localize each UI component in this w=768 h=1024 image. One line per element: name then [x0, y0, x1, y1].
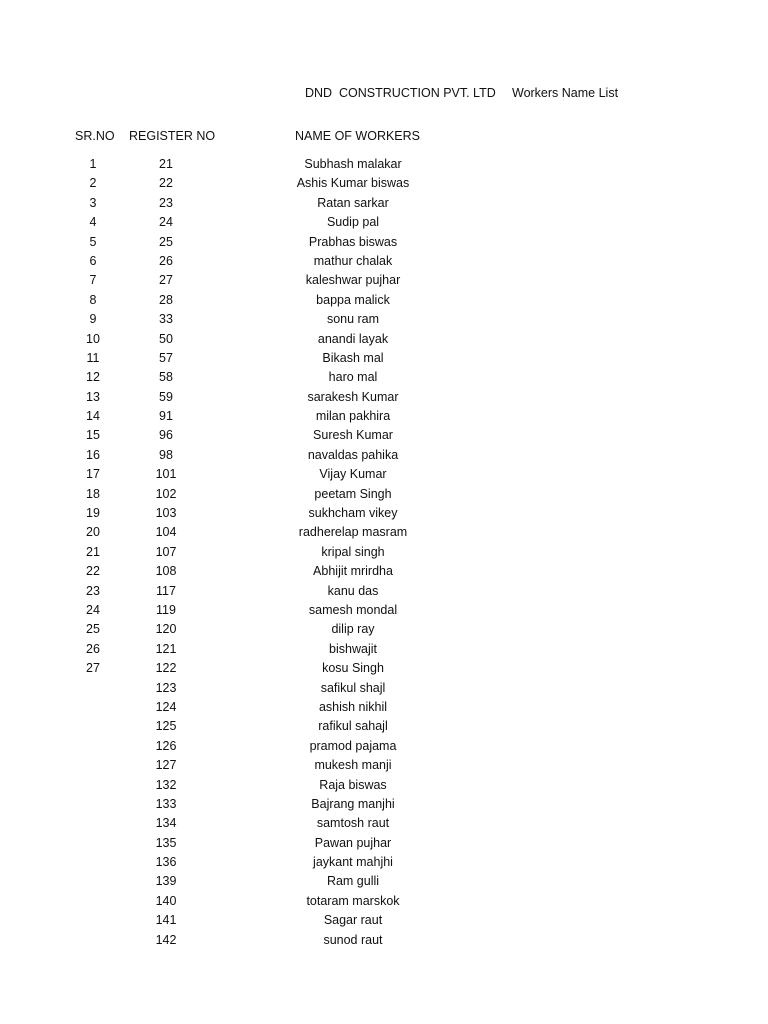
sr-no-cell: 1: [89, 157, 97, 171]
table-row: [0, 620, 768, 639]
worker-name-cell: navaldas pahika: [307, 447, 399, 462]
worker-name-cell: kaleshwar pujhar: [305, 273, 401, 288]
worker-name-cell: pramod pajama: [309, 738, 397, 753]
register-no-cell: 58: [159, 370, 173, 385]
table-row: [0, 213, 768, 232]
worker-name-cell: ashish nikhil: [318, 699, 388, 714]
register-no-cell: 96: [159, 428, 173, 443]
register-no-cell: 124: [155, 699, 177, 714]
worker-name-cell: Ram gulli: [326, 874, 380, 889]
worker-name-cell: Suresh Kumar: [313, 428, 393, 443]
register-no-cell: 24: [159, 215, 173, 230]
table-row: [0, 174, 768, 193]
register-no-cell: 136: [155, 855, 177, 870]
column-header-name: NAME OF WORKERS: [295, 129, 421, 143]
table-row: [0, 446, 768, 465]
sr-no-cell: 18: [86, 486, 100, 501]
sr-no-cell: 9: [89, 312, 97, 327]
sr-no-cell: 21: [86, 544, 100, 559]
register-no-cell: 121: [155, 641, 177, 656]
register-no-cell: 125: [155, 719, 177, 734]
register-no-cell: 28: [159, 292, 173, 307]
worker-name-cell: Abhijit mrirdha: [313, 564, 393, 579]
table-row: [0, 252, 768, 271]
worker-name-cell: bishwajit: [329, 641, 377, 656]
sr-no-cell: 15: [86, 428, 100, 443]
worker-name-cell: radherelap masram: [298, 525, 408, 540]
table-row: [0, 737, 768, 756]
register-no-cell: 21: [159, 157, 173, 171]
table-row: [0, 911, 768, 930]
worker-name-cell: Vijay Kumar: [319, 467, 387, 482]
sr-no-cell: 12: [86, 370, 100, 385]
worker-name-cell: sonu ram: [326, 312, 380, 327]
register-no-cell: 57: [159, 350, 173, 365]
worker-name-cell: sunod raut: [323, 932, 383, 947]
table-row: [0, 717, 768, 736]
register-no-cell: 98: [159, 447, 173, 462]
worker-name-cell: anandi layak: [317, 331, 389, 346]
table-row: [0, 931, 768, 950]
sr-no-cell: 14: [86, 409, 100, 424]
table-row: [0, 543, 768, 562]
table-row: [0, 892, 768, 911]
sr-no-cell: 16: [86, 447, 100, 462]
sr-no-cell: 13: [86, 389, 100, 404]
register-no-cell: 133: [155, 796, 177, 811]
sr-no-cell: 5: [89, 234, 97, 249]
list-title: Workers Name List: [512, 86, 619, 100]
worker-name-cell: Ashis Kumar biswas: [296, 176, 410, 191]
company-name: DND CONSTRUCTION PVT. LTD: [305, 86, 496, 100]
table-row: [0, 523, 768, 542]
worker-name-cell: Sudip pal: [326, 215, 380, 230]
register-no-cell: 135: [155, 835, 177, 850]
register-no-cell: 107: [155, 544, 177, 559]
sr-no-cell: 4: [89, 215, 97, 230]
register-no-cell: 91: [159, 409, 173, 424]
sr-no-cell: 2: [89, 176, 97, 191]
worker-name-cell: sarakesh Kumar: [307, 389, 399, 404]
register-no-cell: 120: [155, 622, 177, 637]
register-no-cell: 126: [155, 738, 177, 753]
table-row: [0, 679, 768, 698]
table-row: [0, 485, 768, 504]
table-row: [0, 601, 768, 620]
register-no-cell: 22: [159, 176, 173, 191]
sr-no-cell: 22: [86, 564, 100, 579]
worker-name-cell: peetam Singh: [314, 486, 392, 501]
worker-name-cell: safikul shajl: [320, 680, 386, 695]
worker-name-cell: milan pakhira: [315, 409, 391, 424]
register-no-cell: 139: [155, 874, 177, 889]
register-no-cell: 101: [155, 467, 177, 482]
register-no-cell: 23: [159, 195, 173, 210]
register-no-cell: 59: [159, 389, 173, 404]
worker-name-cell: Raja biswas: [319, 777, 387, 792]
worker-name-cell: mathur chalak: [313, 253, 393, 268]
worker-name-cell: kanu das: [327, 583, 379, 598]
worker-name-cell: jaykant mahjhi: [313, 855, 393, 870]
table-row: [0, 756, 768, 775]
workers-table-body: [0, 155, 768, 950]
register-no-cell: 122: [155, 661, 177, 676]
table-row: [0, 504, 768, 523]
sr-no-cell: 7: [89, 273, 97, 288]
table-row: [0, 426, 768, 445]
sr-no-cell: 10: [86, 331, 100, 346]
table-row: [0, 388, 768, 407]
worker-name-cell: bappa malick: [316, 292, 390, 307]
register-no-cell: 108: [155, 564, 177, 579]
worker-name-cell: Pawan pujhar: [314, 835, 392, 850]
worker-name-cell: kripal singh: [321, 544, 385, 559]
table-row: [0, 698, 768, 717]
table-row: [0, 330, 768, 349]
table-row: [0, 291, 768, 310]
column-header-register-no: REGISTER NO: [129, 129, 216, 143]
table-row: [0, 659, 768, 678]
worker-name-cell: totaram marskok: [306, 893, 400, 908]
register-no-cell: 127: [155, 758, 177, 773]
worker-name-cell: Bikash mal: [322, 350, 384, 365]
register-no-cell: 142: [155, 932, 177, 947]
table-row: [0, 872, 768, 891]
table-row: [0, 562, 768, 581]
table-row: [0, 582, 768, 601]
register-no-cell: 33: [159, 312, 173, 327]
table-row: [0, 465, 768, 484]
register-no-cell: 25: [159, 234, 173, 249]
sr-no-cell: 6: [89, 253, 97, 268]
table-row: [0, 155, 768, 174]
register-no-cell: 123: [155, 680, 177, 695]
worker-name-cell: Ratan sarkar: [317, 195, 389, 210]
worker-name-cell: Bajrang manjhi: [311, 796, 395, 811]
table-row: [0, 194, 768, 213]
sr-no-cell: 25: [86, 622, 100, 637]
register-no-cell: 141: [155, 913, 177, 928]
sr-no-cell: 19: [86, 506, 100, 521]
sr-no-cell: 17: [86, 467, 100, 482]
sr-no-cell: 3: [89, 195, 97, 210]
table-row: [0, 795, 768, 814]
worker-name-cell: Subhash malakar: [304, 157, 402, 171]
worker-name-cell: samesh mondal: [308, 602, 398, 617]
sr-no-cell: 23: [86, 583, 100, 598]
register-no-cell: 26: [159, 253, 173, 268]
worker-name-cell: Sagar raut: [323, 913, 383, 928]
register-no-cell: 104: [155, 525, 177, 540]
register-no-cell: 119: [156, 602, 176, 617]
worker-name-cell: dilip ray: [331, 622, 375, 637]
column-header-sr-no: SR.NO: [75, 129, 115, 143]
sr-no-cell: 20: [86, 525, 100, 540]
worker-name-cell: rafikul sahajl: [318, 719, 388, 734]
worker-name-cell: mukesh manji: [314, 758, 392, 773]
table-row: [0, 640, 768, 659]
worker-name-cell: samtosh raut: [316, 816, 390, 831]
table-row: [0, 834, 768, 853]
worker-name-cell: haro mal: [328, 370, 378, 385]
table-row: [0, 814, 768, 833]
table-row: [0, 776, 768, 795]
sr-no-cell: 11: [86, 350, 100, 365]
table-row: [0, 271, 768, 290]
worker-name-cell: sukhcham vikey: [308, 506, 398, 521]
table-row: [0, 310, 768, 329]
register-no-cell: 102: [155, 486, 177, 501]
table-row: [0, 368, 768, 387]
register-no-cell: 134: [155, 816, 177, 831]
register-no-cell: 140: [155, 893, 177, 908]
register-no-cell: 103: [155, 506, 177, 521]
worker-name-cell: kosu Singh: [322, 661, 384, 676]
sr-no-cell: 26: [86, 641, 100, 656]
sr-no-cell: 24: [86, 602, 100, 617]
register-no-cell: 50: [159, 331, 173, 346]
table-row: [0, 407, 768, 426]
sr-no-cell: 27: [86, 661, 100, 676]
register-no-cell: 27: [159, 273, 173, 288]
sr-no-cell: 8: [89, 292, 97, 307]
worker-name-cell: Prabhas biswas: [308, 234, 398, 249]
register-no-cell: 132: [155, 777, 177, 792]
table-row: [0, 349, 768, 368]
register-no-cell: 117: [156, 583, 176, 598]
table-row: [0, 853, 768, 872]
table-row: [0, 233, 768, 252]
